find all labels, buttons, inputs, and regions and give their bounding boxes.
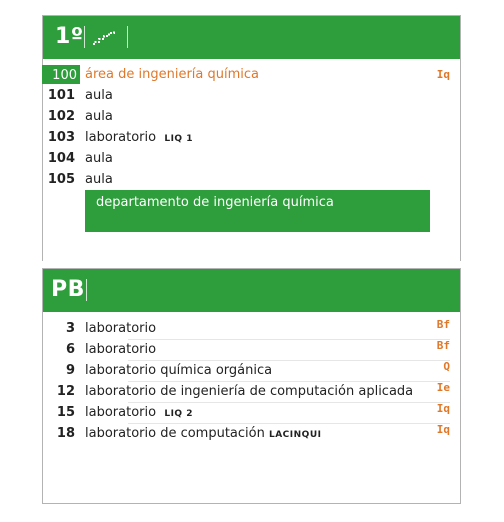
room-name: laboratorio química orgánica (85, 363, 273, 378)
header-divider (127, 26, 128, 48)
room-name: aula (85, 88, 113, 103)
room-name: aula (85, 109, 113, 124)
room-code: Iq (436, 402, 450, 415)
room-code: Iq (436, 423, 450, 436)
room-row[interactable] (43, 318, 460, 339)
department-label: departamento de ingeniería química (96, 195, 334, 210)
room-row[interactable] (43, 339, 460, 360)
room-number: 103 (47, 130, 75, 145)
room-name-text: laboratorio de computación (85, 426, 265, 441)
floor-pb-panel (42, 268, 461, 504)
room-name: laboratorio (85, 321, 157, 336)
room-name: laboratorio de ingeniería de computación aplicada (85, 384, 414, 399)
header-divider (84, 26, 85, 48)
room-row[interactable] (43, 402, 460, 423)
room-number: 12 (56, 384, 75, 399)
room-name-text: laboratorio (85, 405, 157, 420)
room-code: Ie (436, 381, 450, 394)
department-block[interactable] (85, 190, 430, 232)
room-code: Q (443, 360, 450, 373)
room-tag: LACINQUI (268, 430, 322, 440)
room-row[interactable] (43, 148, 460, 169)
room-row[interactable] (43, 106, 460, 127)
room-number: 9 (65, 363, 75, 378)
room-name: aula (85, 172, 113, 187)
room-number: 18 (56, 426, 75, 441)
room-name (85, 127, 193, 150)
room-row[interactable] (43, 169, 460, 190)
floor-1-label: 1º (55, 24, 84, 49)
room-tag: LIQ 1 (164, 134, 193, 144)
floor-1-panel (42, 15, 461, 261)
room-row[interactable] (43, 127, 460, 148)
room-row[interactable] (43, 360, 460, 381)
floor-pb-header (43, 269, 460, 312)
room-number: 105 (47, 172, 75, 187)
room-number: 3 (65, 321, 75, 336)
room-number: 101 (47, 88, 75, 103)
room-number: 6 (65, 342, 75, 357)
room-code: Bf (436, 339, 450, 352)
room-row[interactable] (43, 381, 460, 402)
room-name (85, 402, 193, 425)
room-name-text: laboratorio (85, 130, 157, 145)
room-name: área de ingeniería química (85, 67, 260, 82)
room-name: aula (85, 151, 113, 166)
room-name: laboratorio (85, 342, 157, 357)
floor-1-header (43, 16, 460, 59)
stairs-icon (92, 28, 118, 46)
room-number: 100 (42, 65, 80, 84)
header-divider (86, 279, 87, 301)
room-name (85, 423, 321, 446)
floor-pb-label: PB (51, 277, 85, 302)
room-row[interactable] (43, 423, 460, 444)
room-row[interactable] (43, 85, 460, 106)
room-code: Bf (436, 318, 450, 331)
room-number: 104 (47, 151, 75, 166)
room-number: 15 (56, 405, 75, 420)
room-number: 102 (47, 109, 75, 124)
room-row[interactable] (43, 64, 460, 85)
room-code: Iq (436, 68, 450, 81)
room-tag: LIQ 2 (164, 409, 193, 419)
